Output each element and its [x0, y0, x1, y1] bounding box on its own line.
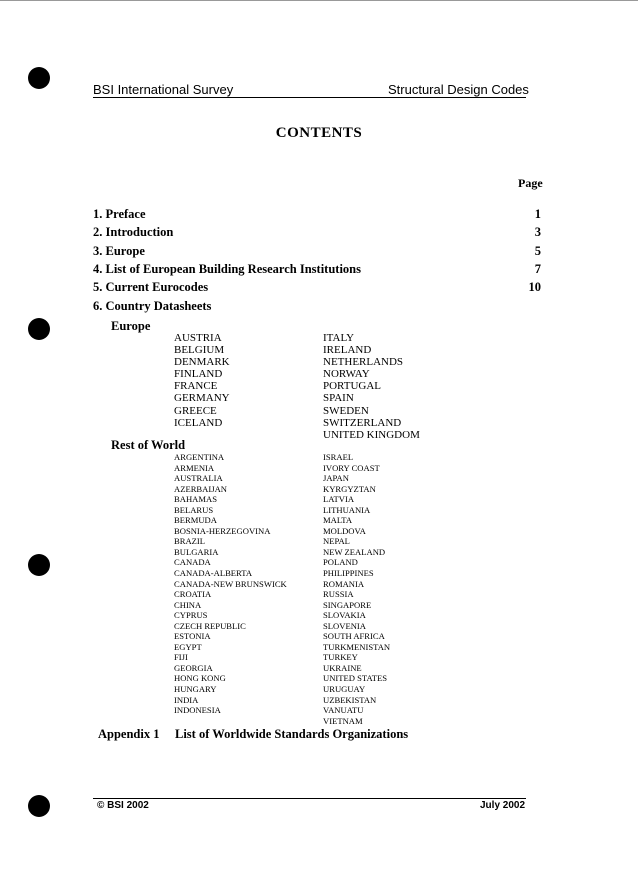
country-item: PHILIPPINES — [323, 568, 374, 579]
europe-heading: Europe — [111, 319, 151, 333]
toc-entry-page: 5 — [534, 244, 541, 258]
toc-entry-label: 2. Introduction — [93, 225, 174, 239]
country-item: NORWAY — [323, 368, 370, 381]
europe-country-list-1 — [174, 332, 230, 429]
toc-entry-label: 3. Europe — [93, 244, 145, 258]
punch-hole-2 — [28, 318, 50, 340]
toc-entry-label: 1. Preface — [93, 207, 146, 221]
europe-country-list-2 — [323, 332, 420, 441]
country-item: SLOVAKIA — [323, 610, 366, 621]
country-item: ITALY — [323, 332, 355, 344]
toc-entry-page: 3 — [534, 225, 541, 239]
punch-hole-4 — [28, 795, 50, 817]
toc-entry — [93, 280, 541, 295]
country-item: GERMANY — [174, 392, 230, 405]
country-item: KYRGYZTAN — [323, 483, 376, 494]
country-item: SPAIN — [323, 392, 354, 405]
toc-entry — [93, 244, 541, 259]
country-item: AUSTRIA — [174, 332, 222, 344]
country-item: CANADA-ALBERTA — [174, 568, 253, 579]
country-item: MALTA — [323, 515, 353, 526]
country-item: MOLDOVA — [323, 525, 366, 536]
country-item: HUNGARY — [174, 684, 217, 695]
toc-entry — [93, 299, 541, 314]
country-item: UNITED STATES — [323, 673, 387, 684]
country-item: ISRAEL — [323, 452, 354, 462]
country-item: ICELAND — [174, 416, 223, 429]
country-item: GREECE — [174, 404, 217, 417]
country-item: VANUATU — [323, 705, 364, 716]
country-item: HONG KONG — [174, 673, 226, 684]
country-item: FRANCE — [174, 380, 218, 393]
appendix-title: List of Worldwide Standards Organizations — [175, 727, 409, 741]
country-item: UNITED KINGDOM — [323, 428, 420, 441]
toc-entry-label: 6. Country Datasheets — [93, 299, 212, 313]
toc-entry-label: 4. List of European Building Research Institutions — [93, 262, 361, 276]
footer-rule — [93, 798, 526, 799]
country-item: IRELAND — [323, 344, 372, 357]
country-item: BULGARIA — [174, 546, 219, 557]
country-item: IVORY COAST — [323, 462, 380, 473]
country-item: BELARUS — [174, 504, 214, 515]
punch-hole-3 — [28, 554, 50, 576]
header-right-text: Structural Design Codes — [388, 82, 529, 97]
country-item: LITHUANIA — [323, 504, 371, 515]
country-item: GEORGIA — [174, 662, 213, 673]
country-item: PORTUGAL — [323, 380, 382, 393]
toc-entry-page: 1 — [534, 207, 541, 221]
country-item: SWEDEN — [323, 404, 369, 417]
top-edge-line — [0, 0, 638, 1]
country-item: CZECH REPUBLIC — [174, 620, 246, 631]
page-column-label: Page — [518, 176, 543, 190]
page-title: CONTENTS — [275, 125, 363, 141]
country-item: CROATIA — [174, 589, 212, 600]
country-item: FIJI — [174, 652, 188, 663]
country-item: BRAZIL — [174, 536, 206, 547]
rest-of-world-country-list-1 — [174, 452, 287, 716]
toc-entry — [93, 225, 541, 240]
country-item: CANADA-NEW BRUNSWICK — [174, 578, 287, 589]
country-item: URUGUAY — [323, 684, 366, 695]
country-item: NEPAL — [323, 536, 350, 547]
country-item: BERMUDA — [174, 515, 217, 526]
country-item: NEW ZEALAND — [323, 546, 386, 557]
footer-date: July 2002 — [480, 800, 526, 811]
toc-entry — [93, 207, 541, 222]
country-item: CANADA — [174, 557, 211, 568]
country-item: RUSSIA — [323, 589, 354, 600]
country-item: BAHAMAS — [174, 494, 217, 505]
country-item: LATVIA — [323, 494, 355, 505]
country-item: SINGAPORE — [323, 599, 372, 610]
country-item: VIETNAM — [323, 715, 363, 726]
country-item: BELGIUM — [174, 344, 225, 357]
country-item: SWITZERLAND — [323, 416, 402, 429]
country-item: BOSNIA-HERZEGOVINA — [174, 525, 271, 536]
country-item: ESTONIA — [174, 631, 211, 642]
header-left-text: BSI International Survey — [93, 82, 234, 97]
rest-of-world-heading: Rest of World — [111, 438, 186, 452]
country-item: TURKEY — [323, 652, 358, 663]
country-item: SOUTH AFRICA — [323, 631, 385, 642]
country-item: UKRAINE — [323, 662, 362, 673]
country-item: UZBEKISTAN — [323, 694, 377, 705]
toc-entry-label: 5. Current Eurocodes — [93, 280, 209, 294]
country-item: EGYPT — [174, 641, 202, 652]
country-item: TURKMENISTAN — [323, 641, 391, 652]
country-item: INDIA — [174, 694, 199, 705]
country-item: SLOVENIA — [323, 620, 366, 631]
country-item: POLAND — [323, 557, 358, 568]
header-rule — [93, 97, 526, 98]
toc-entry-page: 7 — [534, 262, 541, 276]
country-item: ARGENTINA — [174, 452, 225, 462]
country-item: ARMENIA — [174, 462, 215, 473]
punch-hole-1 — [28, 67, 50, 89]
appendix-label: Appendix 1 — [98, 727, 160, 741]
country-item: CYPRUS — [174, 610, 208, 621]
rest-of-world-country-list-2 — [323, 452, 390, 726]
country-item: AZERBAIJAN — [174, 483, 227, 494]
country-item: NETHERLANDS — [323, 356, 404, 369]
country-item: FINLAND — [174, 368, 223, 381]
country-item: AUSTRALIA — [174, 473, 223, 484]
toc-entry — [93, 262, 541, 277]
country-item: ROMANIA — [323, 578, 365, 589]
country-item: INDONESIA — [174, 705, 221, 716]
country-item: JAPAN — [323, 473, 349, 484]
footer-copyright: © BSI 2002 — [97, 800, 149, 811]
country-item: CHINA — [174, 599, 202, 610]
toc-entry-page: 10 — [528, 280, 541, 294]
country-item: DENMARK — [174, 356, 230, 369]
